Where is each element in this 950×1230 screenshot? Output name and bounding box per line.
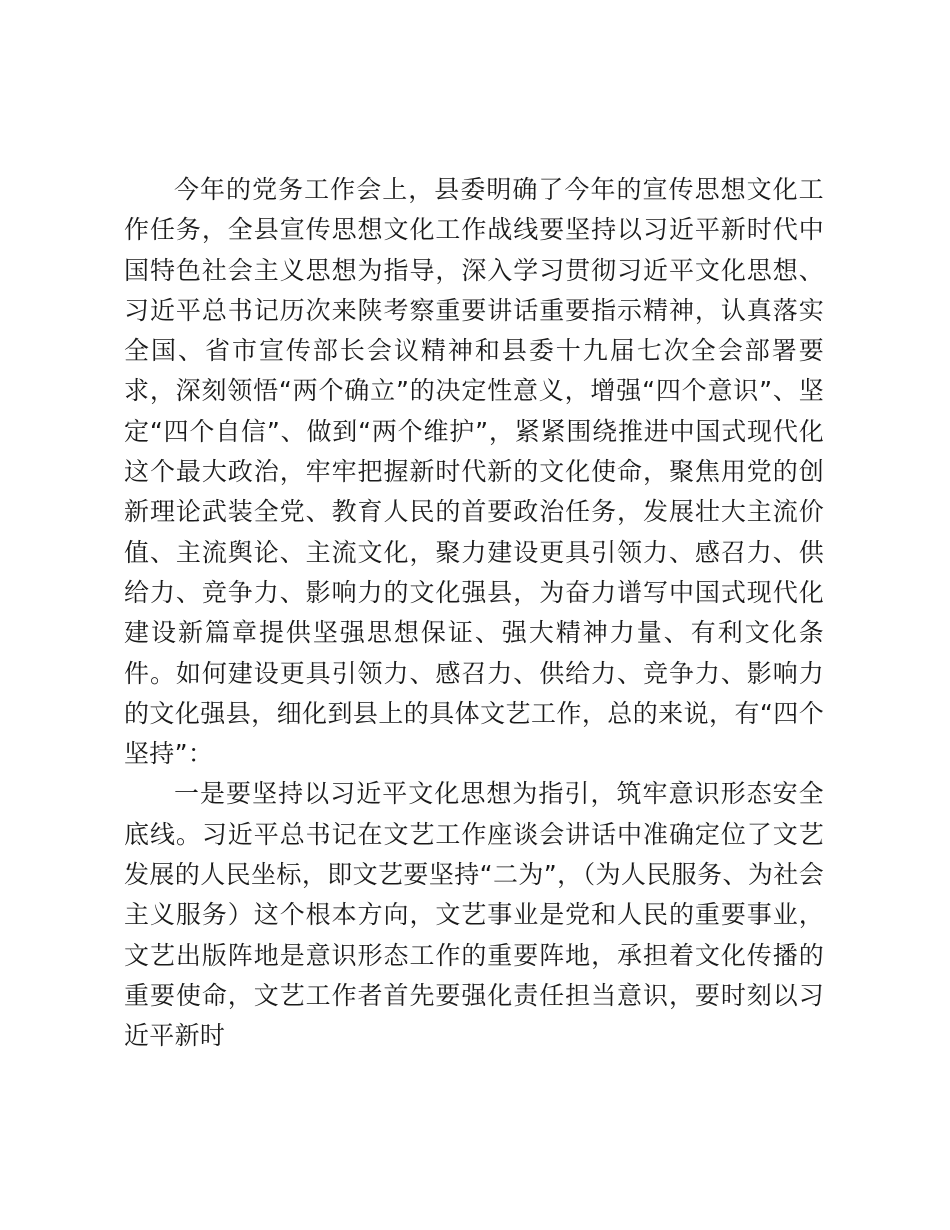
paragraph-2: 一是要坚持以习近平文化思想为指引，筑牢意识形态安全底线。习近平总书记在文艺工作座谈会讲话中准确定位了文艺发展的人民坐标，即文艺要坚持“二为”，（为人民服务、为社会主义服务）这个根本方向，文艺事业是党和人民的重要事业，文艺出版阵地是意识形态工作的重要阵地，承担着文化传播的重要使命，文艺工作者首先要强化责任担当意识，要时刻以习近平新时 <box>124 779 824 1051</box>
document-body <box>124 170 824 1057</box>
paragraph-1: 今年的党务工作会上，县委明确了今年的宣传思想文化工作任务，全县宣传思想文化工作战线要坚持以习近平新时代中国特色社会主义思想为指导，深入学习贯彻习近平文化思想、习近平总书记历次来陕考察重要讲话重要指示精神，认真落实全国、省市宣传部长会议精神和县委十九届七次全会部署要求，深刻领悟“两个确立”的决定性意义，增强“四个意识”、坚定“四个自信”、做到“两个维护”，紧紧围绕推进中国式现代化这个最大政治，牢牢把握新时代新的文化使命，聚焦用党的创新理论武装全党、教育人民的首要政治任务，发展壮大主流价值、主流舆论、主流文化，聚力建设更具引领力、感召力、供给力、竞争力、影响力的文化强县，为奋力谱写中国式现代化建设新篇章提供坚强思想保证、强大精神力量、有利文化条件。如何建设更具引领力、感召力、供给力、竞争力、影响力的文化强县，细化到县上的具体文艺工作，总的来说，有“四个坚持”： <box>124 175 824 769</box>
